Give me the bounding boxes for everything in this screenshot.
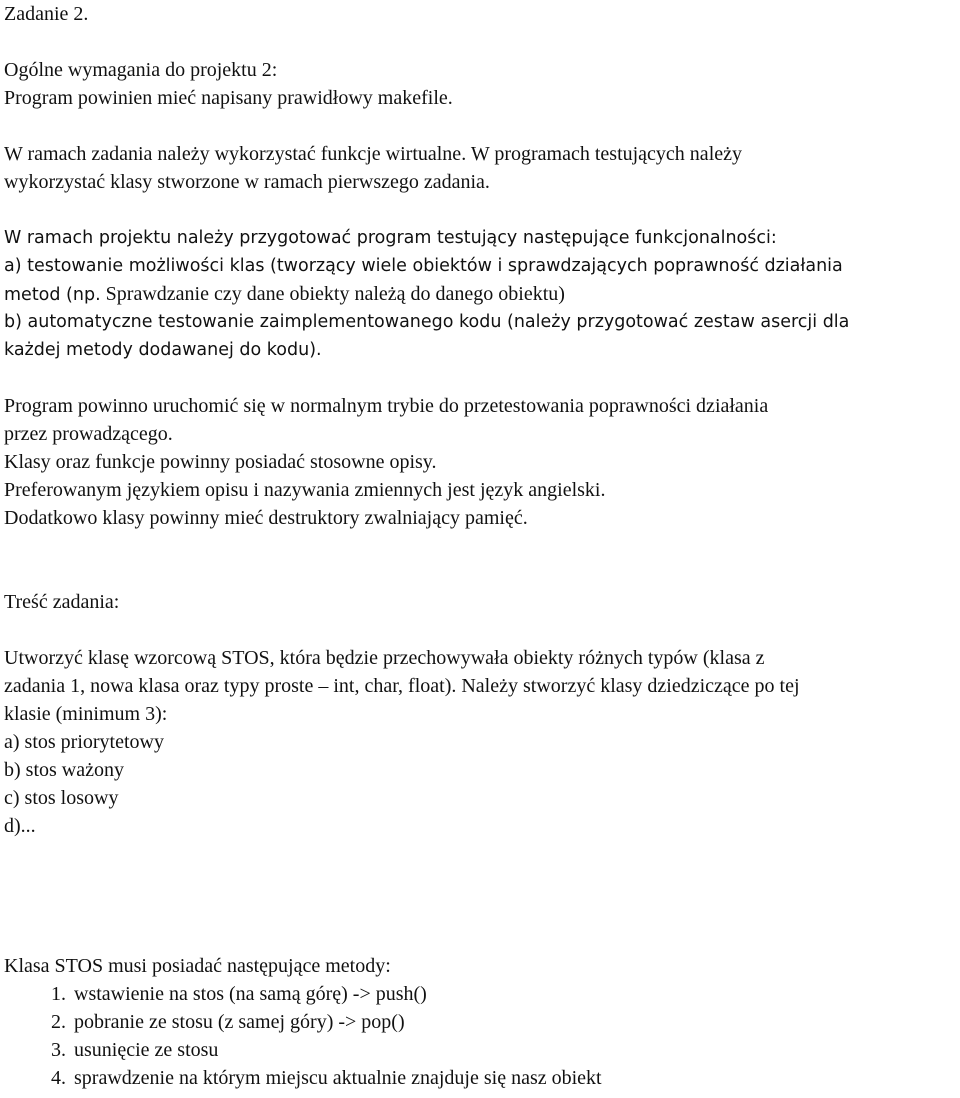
requirements-testing-line-3 bbox=[4, 280, 960, 308]
document-title: Zadanie 2. bbox=[4, 3, 89, 25]
methods-item-number: 1. bbox=[51, 983, 66, 1005]
spacer bbox=[4, 112, 960, 140]
requirements-virtual-line-2: wykorzystać klasy stworzone w ramach pierwszego zadania. bbox=[4, 171, 490, 193]
methods-heading: Klasa STOS musi posiadać następujące metody: bbox=[4, 955, 391, 977]
requirements-testing-line-3b: Sprawdzanie czy dane obiekty należą do danego obiektu) bbox=[100, 283, 565, 305]
spacer bbox=[4, 560, 960, 588]
methods-list-item bbox=[4, 1036, 960, 1064]
task-description-line-1: Utworzyć klasę wzorcową STOS, która będzie przechowywała obiekty różnych typów (klasa z bbox=[4, 647, 765, 669]
task-subclass-item: c) stos losowy bbox=[4, 787, 119, 809]
methods-list-item bbox=[4, 1008, 960, 1036]
spacer bbox=[4, 28, 960, 56]
task-description-line-3: klasie (minimum 3): bbox=[4, 703, 168, 725]
document-page bbox=[4, 0, 960, 1092]
requirements-testing-line-2: a) testowanie możliwości klas (tworzący wiele obiektów i sprawdzających poprawność działania bbox=[4, 256, 843, 276]
methods-item-text: pobranie ze stosu (z samej góry) -> pop() bbox=[74, 1011, 405, 1033]
requirements-run-line-1: Program powinno uruchomić się w normalnym trybie do przetestowania poprawności działania bbox=[4, 395, 769, 417]
task-subclass-item: a) stos priorytetowy bbox=[4, 731, 164, 753]
task-heading: Treść zadania: bbox=[4, 591, 120, 613]
spacer bbox=[4, 868, 960, 896]
task-description-line-2: zadania 1, nowa klasa oraz typy proste – int, char, float). Należy stworzyć klasy dziedziczące po tej bbox=[4, 675, 800, 697]
requirements-descriptions-line: Klasy oraz funkcje powinny posiadać stosowne opisy. bbox=[4, 451, 437, 473]
methods-section bbox=[4, 952, 960, 1092]
task-section bbox=[4, 588, 960, 840]
methods-item-text: usunięcie ze stosu bbox=[74, 1039, 219, 1061]
requirements-testing-line-1: W ramach projektu należy przygotować program testujący następujące funkcjonalności: bbox=[4, 228, 777, 248]
task-subclass-item: b) stos ważony bbox=[4, 759, 124, 781]
spacer bbox=[4, 532, 960, 560]
methods-item-text: sprawdzenie na którym miejscu aktualnie znajduje się nasz obiekt bbox=[74, 1067, 602, 1089]
requirements-section bbox=[4, 56, 960, 532]
requirements-run-line-2: przez prowadzącego. bbox=[4, 423, 173, 445]
methods-item-number: 4. bbox=[51, 1067, 66, 1089]
requirements-virtual-line-1: W ramach zadania należy wykorzystać funkcje wirtualne. W programach testujących należy bbox=[4, 143, 742, 165]
spacer bbox=[4, 840, 960, 868]
methods-item-number: 2. bbox=[51, 1011, 66, 1033]
requirements-testing-line-4: b) automatyczne testowanie zaimplementowanego kodu (należy przygotować zestaw asercji dla bbox=[4, 312, 850, 332]
spacer bbox=[4, 924, 960, 952]
spacer bbox=[4, 616, 960, 644]
methods-list bbox=[4, 980, 960, 1092]
requirements-testing-line-5: każdej metody dodawanej do kodu). bbox=[4, 340, 322, 360]
requirements-heading: Ogólne wymagania do projektu 2: bbox=[4, 59, 278, 81]
methods-list-item bbox=[4, 980, 960, 1008]
requirements-makefile-line: Program powinien mieć napisany prawidłowy makefile. bbox=[4, 87, 453, 109]
methods-item-text: wstawienie na stos (na samą górę) -> push() bbox=[74, 983, 427, 1005]
spacer bbox=[4, 196, 960, 224]
methods-list-item bbox=[4, 1064, 960, 1092]
requirements-testing-line-3a: metod (np. bbox=[4, 285, 101, 305]
spacer bbox=[4, 364, 960, 392]
requirements-destructors-line: Dodatkowo klasy powinny mieć destruktory zwalniający pamięć. bbox=[4, 507, 528, 529]
task-subclass-item: d)... bbox=[4, 815, 36, 837]
spacer bbox=[4, 896, 960, 924]
methods-item-number: 3. bbox=[51, 1039, 66, 1061]
requirements-language-line: Preferowanym językiem opisu i nazywania zmiennych jest język angielski. bbox=[4, 479, 606, 501]
